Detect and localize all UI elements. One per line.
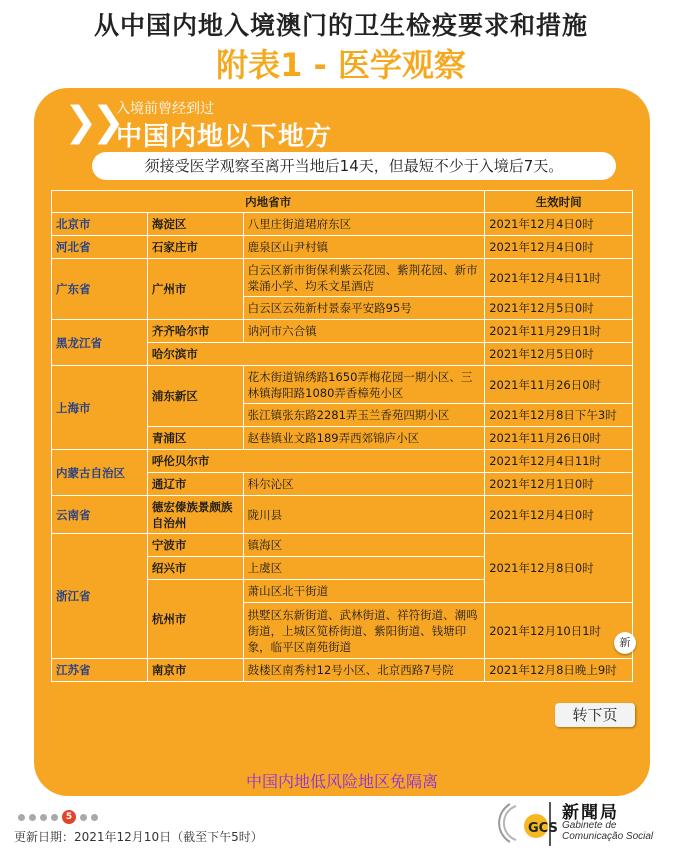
city-cell: 青浦区 <box>147 427 243 450</box>
province-cell: 北京市 <box>52 213 148 236</box>
city-cell: 海淀区 <box>147 213 243 236</box>
table-header-row <box>52 191 633 213</box>
table-row <box>52 659 633 682</box>
area-cell: 镇海区 <box>243 534 485 557</box>
page-dot[interactable] <box>51 814 58 821</box>
header-effective-time: 生效时间 <box>485 191 633 213</box>
city-cell: 德宏傣族景颇族自治州 <box>147 496 243 534</box>
gcs-logo-mark-icon <box>496 796 560 850</box>
province-cell: 广东省 <box>52 259 148 320</box>
page-subtitle: 附表1 - 医学观察 <box>216 46 466 84</box>
area-cell: 上虞区 <box>243 557 485 580</box>
gcs-logo <box>496 796 676 850</box>
city-cell: 绍兴市 <box>147 557 243 580</box>
time-cell: 2021年12月4日0时 <box>485 236 633 259</box>
page-title: 从中国内地入境澳门的卫生检疫要求和措施 <box>93 11 588 40</box>
province-cell: 河北省 <box>52 236 148 259</box>
page-dot[interactable] <box>29 814 36 821</box>
area-cell: 白云区新市街保利紫云花园、紫荆花园、新市棠涌小学、均禾文星酒店 <box>243 259 485 297</box>
city-cell: 浦东新区 <box>147 366 243 427</box>
time-cell: 2021年12月8日0时 <box>485 534 633 603</box>
time-cell: 2021年11月26日0时 <box>485 366 633 404</box>
area-cell: 讷河市六合镇 <box>243 320 485 343</box>
table-row <box>52 236 633 259</box>
table-row <box>52 213 633 236</box>
new-badge: 新 <box>614 632 636 654</box>
province-cell: 江苏省 <box>52 659 148 682</box>
time-cell: 2021年12月8日晚上9时 <box>485 659 633 682</box>
logo-portuguese-line1: Gabinete de <box>562 820 617 831</box>
page-dot[interactable] <box>80 814 87 821</box>
time-cell: 2021年12月4日11时 <box>485 259 633 297</box>
province-cell: 黑龙江省 <box>52 320 148 366</box>
page-dot[interactable] <box>91 814 98 821</box>
area-cell: 萧山区北干街道 <box>243 580 485 603</box>
update-date: 更新日期：2021年12月10日（截至下午5时） <box>14 830 263 844</box>
notice-banner: 须接受医学观察至离开当地后14天，但最短不少于入境后7天。 <box>92 152 616 180</box>
area-cell: 鹿泉区山尹村镇 <box>243 236 485 259</box>
low-risk-link[interactable]: 中国内地低风险地区免隔离 <box>245 772 438 791</box>
double-chevron-icon: ❯❯ <box>64 99 120 145</box>
time-cell: 2021年12月4日11时 <box>485 450 633 473</box>
logo-chinese-text: 新聞局 <box>562 803 619 823</box>
area-cell: 拱墅区东新街道、武林街道、祥符街道、潮鸣街道，上城区笕桥街道、紫阳街道、钱塘印象，临平区南苑街道 <box>243 603 485 659</box>
area-cell: 花木街道锦绣路1650弄梅花园一期小区、三林镇海阳路1080弄香樟苑小区 <box>243 366 485 404</box>
table-row <box>52 534 633 557</box>
logo-portuguese-line2: Comunicação Social <box>562 831 654 842</box>
area-cell: 白云区云苑新村景泰平安路95号 <box>243 297 485 320</box>
table-row <box>52 320 633 343</box>
city-cell: 齐齐哈尔市 <box>147 320 243 343</box>
info-card <box>34 88 650 796</box>
city-cell: 宁波市 <box>147 534 243 557</box>
area-cell: 科尔沁区 <box>243 473 485 496</box>
time-cell: 2021年12月5日0时 <box>485 297 633 320</box>
table-row <box>52 450 633 473</box>
card-heading: 中国内地以下地方 <box>116 122 333 152</box>
page-dot[interactable] <box>18 814 25 821</box>
city-cell: 广州市 <box>147 259 243 320</box>
area-cell: 张江镇张东路2281弄玉兰香苑四期小区 <box>243 404 485 427</box>
table-row <box>52 259 633 297</box>
city-cell: 通辽市 <box>147 473 243 496</box>
province-cell: 内蒙古自治区 <box>52 450 148 496</box>
city-cell: 哈尔滨市 <box>147 343 484 366</box>
area-cell: 赵巷镇业文路189弄西郊锦庐小区 <box>243 427 485 450</box>
province-cell: 浙江省 <box>52 534 148 659</box>
area-cell: 鼓楼区南秀村12号小区、北京西路7号院 <box>243 659 485 682</box>
time-cell: 2021年12月1日0时 <box>485 473 633 496</box>
time-cell: 2021年12月4日0时 <box>485 496 633 534</box>
next-page-button[interactable]: 转下页 <box>555 703 635 727</box>
time-cell: 2021年11月29日1时 <box>485 320 633 343</box>
area-cell: 陇川县 <box>243 496 485 534</box>
province-cell: 云南省 <box>52 496 148 534</box>
page-dot-active[interactable]: 5 <box>62 810 76 824</box>
time-cell: 2021年12月10日1时 <box>485 603 633 659</box>
city-cell: 杭州市 <box>147 580 243 659</box>
table-row <box>52 366 633 404</box>
risk-area-table <box>51 190 633 682</box>
time-cell: 2021年11月26日0时 <box>485 427 633 450</box>
header-province-city: 内地省市 <box>52 191 485 213</box>
city-cell: 南京市 <box>147 659 243 682</box>
pre-label: 入境前曾经到过 <box>116 101 214 117</box>
table-row <box>52 496 633 534</box>
svg-text:GCS: GCS <box>528 821 558 836</box>
province-cell: 上海市 <box>52 366 148 450</box>
page-indicator <box>18 810 98 824</box>
time-cell: 2021年12月8日下午3时 <box>485 404 633 427</box>
city-cell: 呼伦贝尔市 <box>147 450 484 473</box>
area-cell: 八里庄街道珺府东区 <box>243 213 485 236</box>
page-dot[interactable] <box>40 814 47 821</box>
time-cell: 2021年12月5日0时 <box>485 343 633 366</box>
city-cell: 石家庄市 <box>147 236 243 259</box>
time-cell: 2021年12月4日0时 <box>485 213 633 236</box>
